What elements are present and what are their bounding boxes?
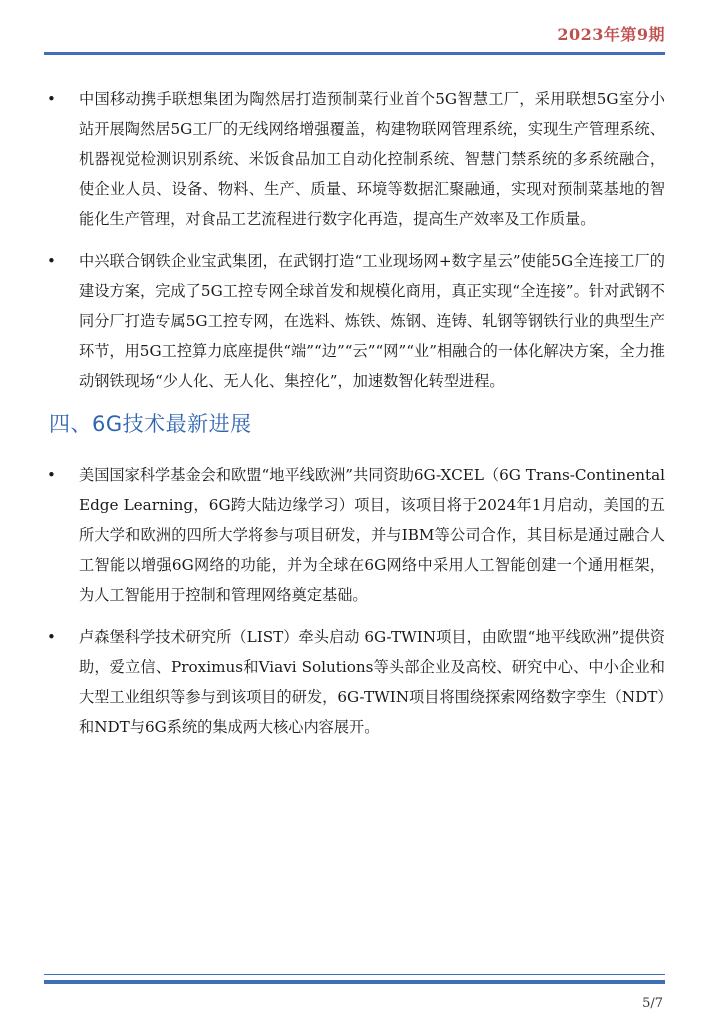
page-number: 5/7: [642, 996, 663, 1011]
header-rule: [44, 52, 665, 55]
footer-rule: [44, 980, 665, 984]
list-item: [44, 84, 665, 234]
bullet-icon: •: [47, 252, 56, 270]
list-item: [44, 622, 665, 742]
section-heading-6g: 四、6G技术最新进展: [49, 412, 252, 436]
bullet-icon: •: [47, 90, 56, 108]
bullet-icon: •: [47, 628, 56, 646]
list-item: [44, 460, 665, 610]
list-item-text: 美国国家科学基金会和欧盟“地平线欧洲”共同资助6G-XCEL（6G Trans-Continental Edge Learning，6G跨大陆边缘学习）项目，该项目将于2024年1月启动，美国的五所大学和欧洲的四所大学将参与项目研发，并与IBM等公司合作，其目标是通过融合人工智能以增强6G网络的功能，并为全球在6G网络中采用人工智能创建一个通用框架，为人工智能用于控制和管理网络奠定基础。: [79, 466, 665, 604]
bullet-list-5g-factory: [44, 84, 665, 396]
issue-label: 2023年第9期: [557, 25, 665, 44]
document-body: [44, 84, 665, 754]
footer-rule-thin: [44, 974, 665, 975]
list-item-text: 中国移动携手联想集团为陶然居打造预制菜行业首个5G智慧工厂，采用联想5G室分小站开展陶然居5G工厂的无线网络增强覆盖，构建物联网管理系统，实现生产管理系统、机器视觉检测识别系统、米饭食品加工自动化控制系统、智慧门禁系统的多系统融合，使企业人员、设备、物料、生产、质量、环境等数据汇聚融通，实现对预制菜基地的智能化生产管理，对食品工艺流程进行数字化再造，提高生产效率及工作质量。: [79, 90, 665, 228]
list-item-text: 卢森堡科学技术研究所（LIST）牵头启动 6G-TWIN项目，由欧盟“地平线欧洲”提供资助，爱立信、Proximus和Viavi Solutions等头部企业及高校、研究中心、中小企业和大型工业组织等参与到该项目的研发，6G-TWIN项目将围绕探索网络数字孪生（NDT）和NDT与6G系统的集成两大核心内容展开。: [79, 628, 665, 736]
list-item-text: 中兴联合钢铁企业宝武集团，在武钢打造“工业现场网+数字星云”使能5G全连接工厂的建设方案，完成了5G工控专网全球首发和规模化商用，真正实现“全连接”。针对武钢不同分厂打造专属5G工控专网，在选料、炼铁、炼钢、连铸、轧钢等钢铁行业的典型生产环节，用5G工控算力底座提供“端”“边”“云”“网”“业”相融合的一体化解决方案，全力推动钢铁现场“少人化、无人化、集控化”，加速数智化转型进程。: [79, 252, 665, 390]
bullet-icon: •: [47, 466, 56, 484]
list-item: [44, 246, 665, 396]
bullet-list-6g: [44, 460, 665, 742]
